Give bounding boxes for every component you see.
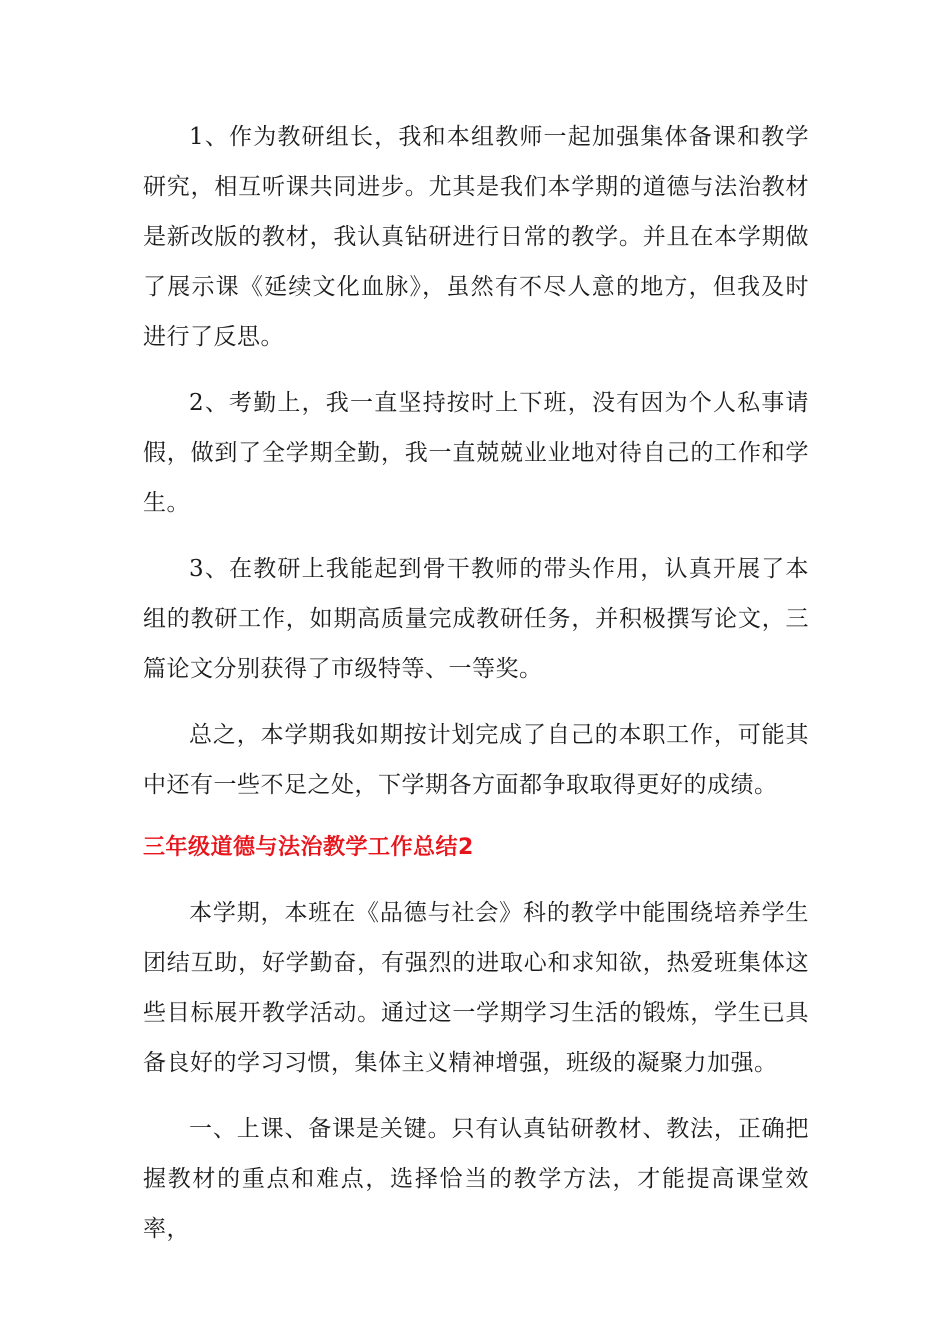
paragraph-3: 3、在教研上我能起到骨干教师的带头作用，认真开展了本组的教研工作，如期高质量完成教研任务，并积极撰写论文，三篇论文分别获得了市级特等、一等奖。 (143, 556, 809, 682)
document-body (143, 112, 809, 1270)
paragraph-5: 本学期，本班在《品德与社会》科的教学中能围绕培养学生团结互助，好学勤奋，有强烈的进取心和求知欲，热爱班集体这些目标展开教学活动。通过这一学期学习生活的锻炼，学生已具备良好的学习习惯，集体主义精神增强，班级的凝聚力加强。 (143, 900, 809, 1076)
paragraph-2: 2、考勤上，我一直坚持按时上下班，没有因为个人私事请假，做到了全学期全勤，我一直兢兢业业地对待自己的工作和学生。 (143, 390, 809, 516)
paragraph-4: 总之，本学期我如期按计划完成了自己的本职工作，可能其中还有一些不足之处，下学期各方面都争取取得更好的成绩。 (143, 722, 809, 798)
paragraph-6: 一、上课、备课是关键。只有认真钻研教材、教法，正确把握教材的重点和难点，选择恰当的教学方法，才能提高课堂效率， (143, 1116, 809, 1242)
paragraph-1: 1、作为教研组长，我和本组教师一起加强集体备课和教学研究，相互听课共同进步。尤其是我们本学期的道德与法治教材是新改版的教材，我认真钻研进行日常的教学。并且在本学期做了展示课《延续文化血脉》，虽然有不尽人意的地方，但我及时进行了反思。 (143, 124, 809, 350)
section-heading: 三年级道德与法治教学工作总结2 (143, 835, 474, 860)
